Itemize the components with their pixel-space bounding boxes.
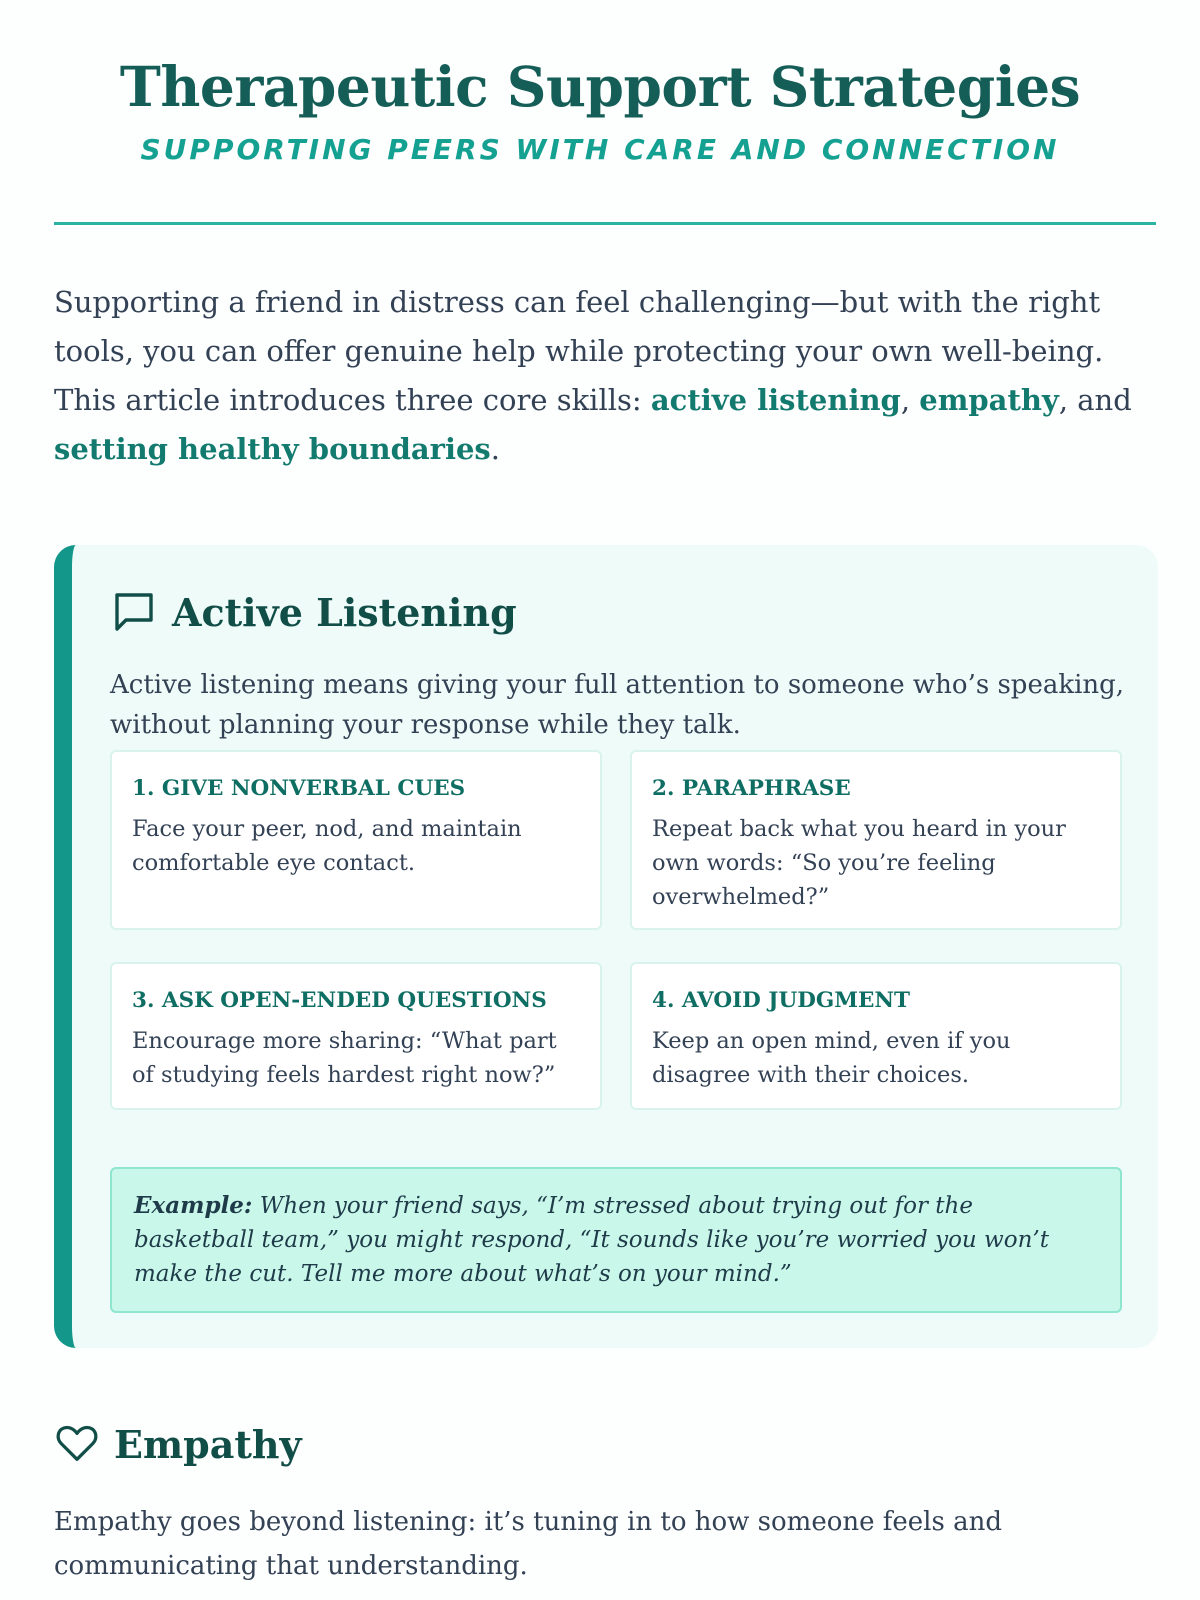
intro-text-after: . — [490, 432, 500, 466]
tip-title: 1. GIVE NONVERBAL CUES — [132, 776, 466, 801]
tip-body: Repeat back what you heard in your own words: “So you’re feeling overwhelmed?” — [652, 816, 1066, 910]
tip-card — [110, 962, 602, 1110]
tip-card — [110, 750, 602, 930]
article-header — [0, 0, 1200, 170]
intro-separator: , and — [1058, 383, 1132, 417]
heart-icon — [54, 1420, 100, 1470]
intro-separator: , — [900, 383, 920, 417]
intro-paragraph — [54, 278, 1164, 474]
intro-skill-boundaries: setting healthy boundaries — [54, 432, 491, 466]
page-title: Therapeutic Support Strategies — [119, 54, 1081, 119]
tip-title: 2. PARAPHRASE — [652, 776, 851, 801]
section-description: Empathy goes beyond listening: it’s tuning in to how someone feels and communicating that understanding. — [54, 1507, 1002, 1581]
intro-skill-empathy: empathy — [919, 383, 1059, 417]
tip-body: Face your peer, nod, and maintain comfortable eye contact. — [132, 816, 522, 876]
tip-body: Encourage more sharing: “What part of studying feels hardest right now?” — [132, 1028, 557, 1088]
tip-title: 4. AVOID JUDGMENT — [652, 988, 911, 1013]
empathy-heading — [54, 1420, 302, 1470]
example-text: When your friend says, “I’m stressed about trying out for the basketball team,” you might respond, “It sounds like you’re worried you won’t make the cut. Tell me more about what’s on your mind.” — [134, 1193, 1049, 1287]
header-divider — [54, 222, 1156, 225]
tip-body: Keep an open mind, even if you disagree with their choices. — [652, 1028, 1011, 1088]
intro-text-before: Supporting a friend in distress can feel challenging—but with the right tools, you can offer genuine help while protecting your own well-being. This article introduces three core skills: — [54, 285, 1104, 417]
page-subtitle: SUPPORTING PEERS WITH CARE AND CONNECTION — [140, 133, 1060, 166]
section-title: Empathy — [114, 1422, 302, 1467]
tip-title: 3. ASK OPEN-ENDED QUESTIONS — [132, 988, 547, 1013]
tip-card — [630, 962, 1122, 1110]
speech-bubble-icon — [110, 587, 158, 639]
example-label: Example: — [134, 1192, 253, 1219]
example-callout — [110, 1167, 1122, 1313]
section-description: Active listening means giving your full attention to someone who’s speaking, without planning your response while they talk. — [110, 670, 1125, 740]
active-listening-heading — [110, 587, 517, 639]
active-listening-card — [54, 545, 1158, 1348]
intro-skill-active-listening: active listening — [650, 383, 901, 417]
section-title: Active Listening — [172, 590, 517, 635]
tip-card — [630, 750, 1122, 930]
